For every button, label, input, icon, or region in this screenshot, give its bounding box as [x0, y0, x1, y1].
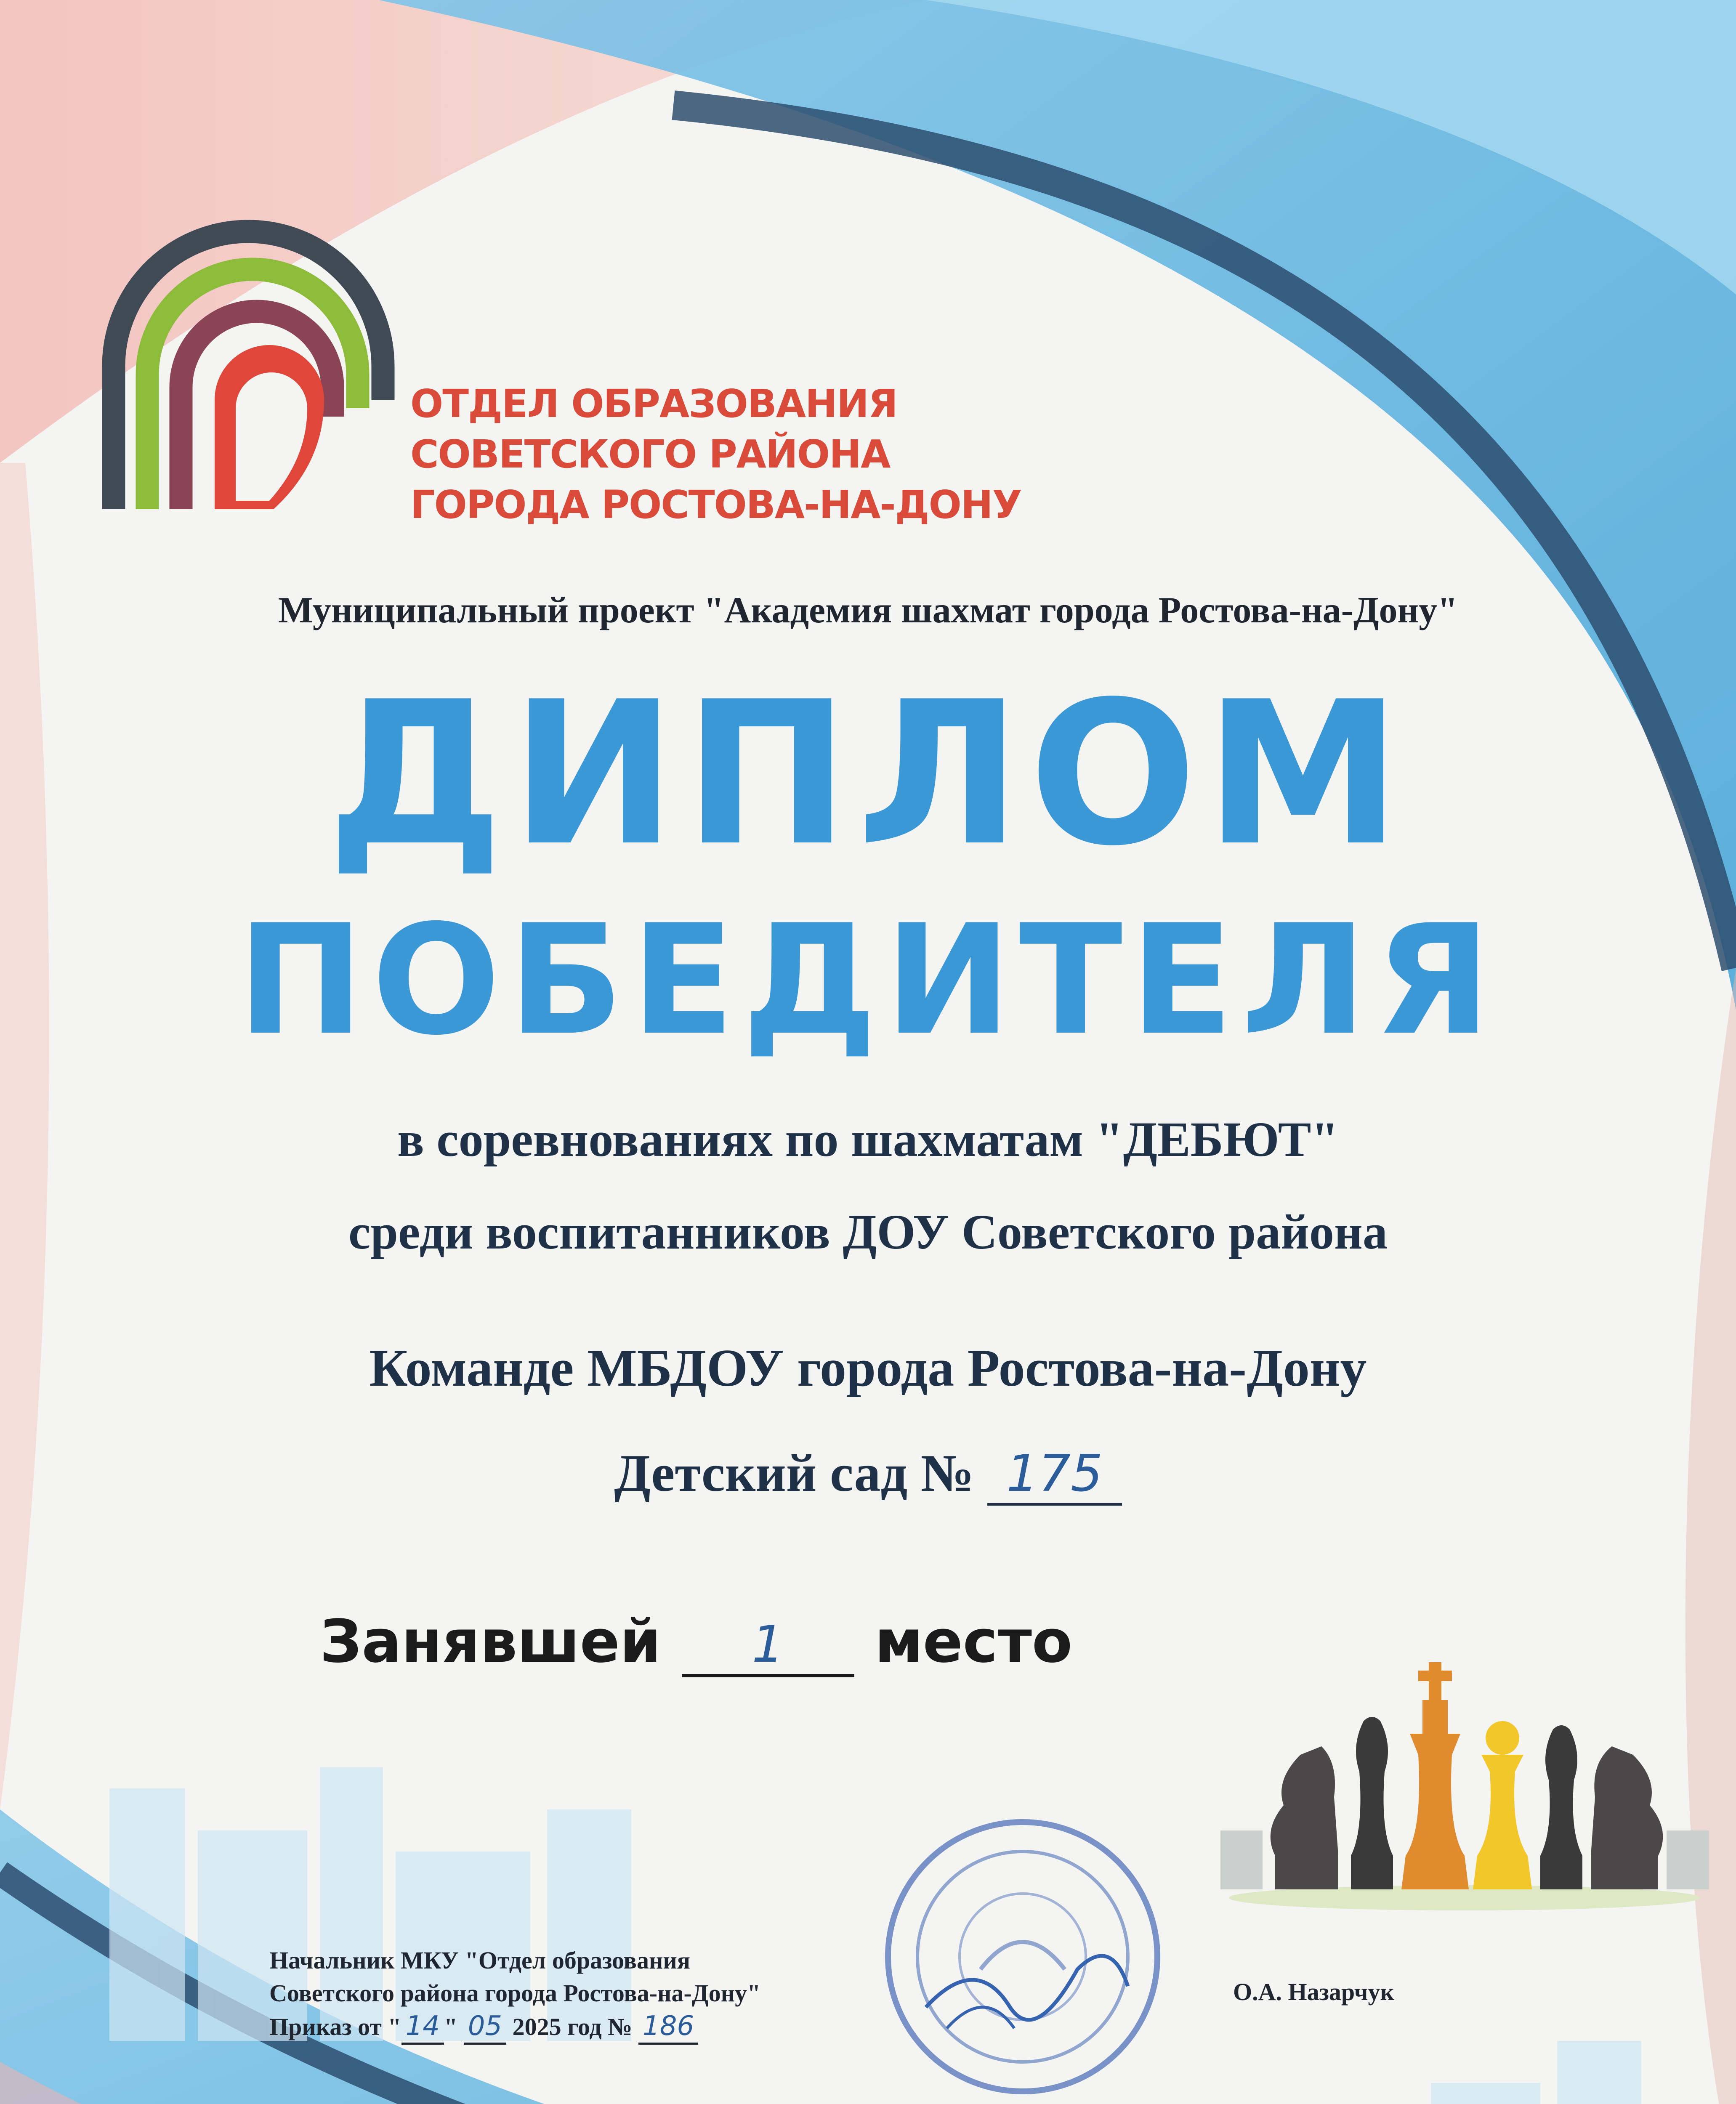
signer-title-line-2: Советского района города Ростова-на-Дону" — [269, 1979, 761, 2007]
competition-line: в соревнованиях по шахматам "ДЕБЮТ" — [397, 1112, 1339, 1167]
winner-title: ПОБЕДИТЕЛЯ — [237, 892, 1499, 1068]
place-number: 1 — [682, 1615, 854, 1677]
order-month: 05 — [464, 2010, 506, 2045]
order-year: 2025 год № — [512, 2013, 633, 2040]
place-line — [320, 1607, 1072, 1677]
logo-line-3: ГОРОДА РОСТОВА-НА-ДОНУ — [410, 482, 1021, 527]
kindergarten-number: 175 — [987, 1445, 1122, 1506]
team-line: Команде МБДОУ города Ростова-на-Дону — [369, 1339, 1367, 1397]
order-prefix: Приказ от " — [269, 2013, 401, 2040]
order-line — [269, 2010, 760, 2045]
project-title: Муниципальный проект "Академия шахмат города Ростова-на-Дону" — [278, 590, 1458, 631]
participants-line: среди воспитанников ДОУ Советского района — [348, 1204, 1388, 1259]
order-number: 186 — [638, 2010, 698, 2045]
order-day: 14 — [401, 2010, 444, 2045]
education-department-logo — [97, 189, 421, 534]
signer-name: О.А. Назарчук — [1233, 1978, 1394, 2006]
logo-line-2: СОВЕТСКОГО РАЙОНА — [410, 432, 890, 477]
diploma-title: ДИПЛОМ — [327, 659, 1409, 889]
place-prefix: Занявшей — [320, 1607, 661, 1676]
order-quote: " — [444, 2013, 458, 2040]
signature-block — [269, 1944, 760, 2045]
official-stamp — [875, 1809, 1170, 2104]
chess-pieces-illustration — [1212, 1536, 1717, 1915]
signer-title-line-1: Начальник МКУ "Отдел образования — [269, 1947, 691, 1974]
kindergarten-line — [0, 1443, 1736, 1506]
logo-text — [410, 379, 1021, 530]
kindergarten-label: Детский сад № — [614, 1444, 974, 1503]
logo-line-1: ОТДЕЛ ОБРАЗОВАНИЯ — [410, 381, 897, 426]
place-suffix: место — [875, 1607, 1073, 1676]
